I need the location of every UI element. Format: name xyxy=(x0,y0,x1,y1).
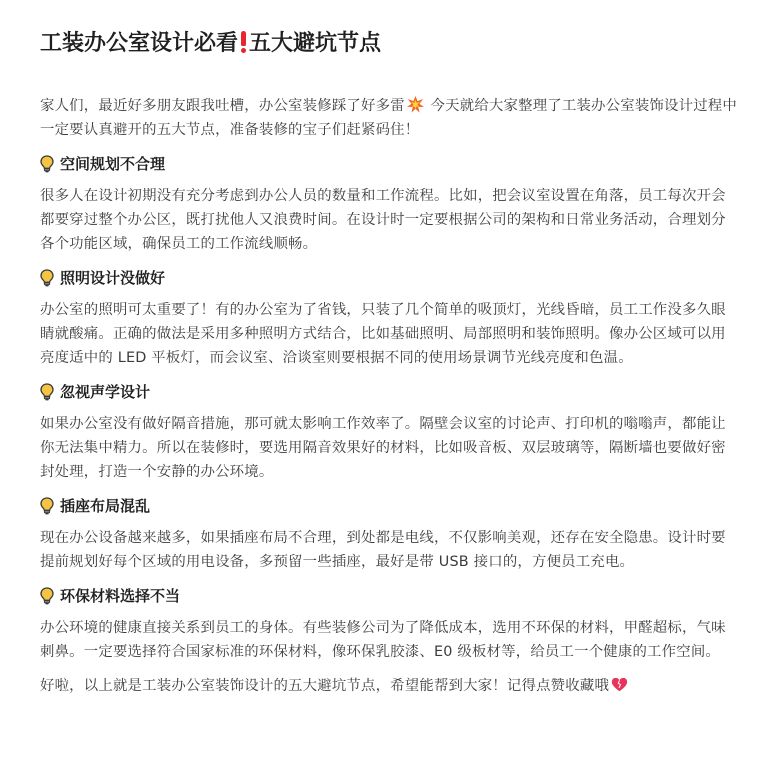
section-heading-text: 环保材料选择不当 xyxy=(60,587,181,605)
section-heading-text: 插座布局混乱 xyxy=(60,497,151,515)
lightbulb-icon xyxy=(40,497,54,515)
section-heading-text: 忽视声学设计 xyxy=(60,383,151,401)
lightbulb-icon xyxy=(40,587,54,605)
section-heading xyxy=(40,152,740,176)
lightbulb-icon xyxy=(40,269,54,287)
intro-text: 家人们，最近好多朋友跟我吐槽，办公室装修踩了好多雷 xyxy=(40,98,405,114)
exclamation-icon xyxy=(240,31,247,53)
section-5 xyxy=(40,584,740,664)
section-heading-text: 照明设计没做好 xyxy=(60,269,166,287)
intro-text-tail: 今天就给大家整理了工装办公室装饰设计过程中一定要认真避开的五大节点，准备装修的宝子们赶紧码住！ xyxy=(40,98,737,138)
article xyxy=(40,0,740,698)
article-title xyxy=(40,0,740,62)
section-heading xyxy=(40,584,740,608)
section-body: 办公环境的健康直接关系到员工的身体。有些装修公司为了降低成本，选用不环保的材料，甲醛超标，气味刺鼻。一定要选择符合国家标准的环保材料，像环保乳胶漆、E0 级板材等，给员工一个健康的工作空间。 xyxy=(40,620,726,660)
closing-paragraph xyxy=(40,674,740,698)
heart-icon xyxy=(611,676,628,693)
section-2 xyxy=(40,266,740,370)
title-text: 工装办公室设计必看 xyxy=(40,31,239,56)
lightbulb-icon xyxy=(40,155,54,173)
section-heading xyxy=(40,380,740,404)
section-heading xyxy=(40,494,740,518)
section-body: 如果办公室没有做好隔音措施，那可就太影响工作效率了。隔壁会议室的讨论声、打印机的嗡嗡声，都能让你无法集中精力。所以在装修时，要选用隔音效果好的材料，比如吸音板、双层玻璃等，隔断墙也要做好密封处理，打造一个安静的办公环境。 xyxy=(40,416,726,480)
closing-text: 好啦，以上就是工装办公室装饰设计的五大避坑节点，希望能帮到大家！记得点赞收藏哦 xyxy=(40,678,610,694)
section-heading-text: 空间规划不合理 xyxy=(60,155,166,173)
section-body: 现在办公设备越来越多，如果插座布局不合理，到处都是电线，不仅影响美观，还存在安全隐患。设计时要提前规划好每个区域的用电设备，多预留一些插座，最好是带 USB 接口的，方便员工充电。 xyxy=(40,530,726,570)
section-4 xyxy=(40,494,740,574)
intro-paragraph xyxy=(40,94,740,142)
section-body: 很多人在设计初期没有充分考虑到办公人员的数量和工作流程。比如，把会议室设置在角落，员工每次开会都要穿过整个办公区，既打扰他人又浪费时间。在设计时一定要根据公司的架构和日常业务活动，合理划分各个功能区域，确保员工的工作流线顺畅。 xyxy=(40,188,726,252)
collision-icon xyxy=(407,96,424,113)
section-3 xyxy=(40,380,740,484)
section-heading xyxy=(40,266,740,290)
lightbulb-icon xyxy=(40,383,54,401)
title-text-tail: 五大避坑节点 xyxy=(249,31,382,56)
section-1 xyxy=(40,152,740,256)
section-body: 办公室的照明可太重要了！有的办公室为了省钱，只装了几个简单的吸顶灯，光线昏暗，员工工作没多久眼睛就酸痛。正确的做法是采用多种照明方式结合，比如基础照明、局部照明和装饰照明。像办公区域可以用亮度适中的 LED 平板灯，而会议室、洽谈室则要根据不同的使用场景调节光线亮度和色温。 xyxy=(40,302,726,366)
